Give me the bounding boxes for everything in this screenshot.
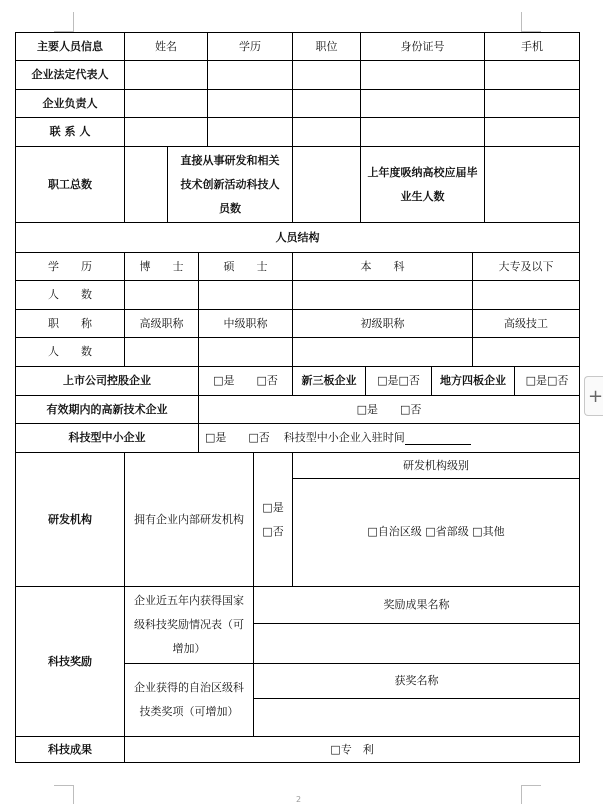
technician-count-field[interactable]	[473, 338, 579, 366]
principal-position-field[interactable]	[293, 90, 360, 117]
job-title-label: 职 称	[48, 316, 92, 330]
principal-education-field[interactable]	[208, 90, 292, 117]
education-label: 学 历	[48, 259, 92, 273]
title-senior-technician: 高级技工	[504, 316, 548, 330]
neeq-checkboxes[interactable]: □是□否	[377, 374, 420, 387]
listed-holding-label: 上市公司控股企业	[63, 374, 151, 387]
tech-sme-checkboxes[interactable]: □是 □否	[205, 431, 270, 444]
rd-level-checkboxes[interactable]: □自治区级 □省部级 □其他	[367, 525, 505, 538]
contact-id-field[interactable]	[361, 118, 484, 146]
row-label-principal: 企业负责人	[42, 96, 98, 110]
add-button[interactable]	[584, 376, 603, 416]
personnel-structure-title: 人员结构	[275, 230, 320, 244]
total-staff-field[interactable]	[125, 147, 167, 222]
principal-mobile-field[interactable]	[485, 90, 579, 117]
graduates-field[interactable]	[485, 147, 579, 222]
tech-awards-label: 科技奖励	[48, 654, 92, 668]
rd-staff-label: 直接从事研发和相关技术创新活动科技人员数	[180, 153, 280, 215]
title-senior: 高级职称	[139, 316, 184, 330]
contact-mobile-field[interactable]	[485, 118, 579, 146]
entry-time-label: 科技型中小企业入驻时间	[283, 431, 405, 444]
title-intermediate: 中级职称	[223, 316, 268, 330]
contact-education-field[interactable]	[208, 118, 292, 146]
crop-mark	[521, 785, 541, 786]
award-name-header: 获奖名称	[394, 674, 439, 687]
patent-checkbox[interactable]: □专 利	[330, 742, 374, 756]
legal-rep-name-field[interactable]	[125, 61, 207, 89]
hightech-label: 有效期内的高新技术企业	[46, 402, 168, 416]
legal-rep-mobile-field[interactable]	[485, 61, 579, 89]
crop-mark	[54, 785, 74, 786]
plus-icon: +	[587, 385, 603, 407]
award-result-name-header: 奖励成果名称	[383, 598, 450, 611]
intermediate-count-field[interactable]	[199, 338, 292, 366]
phd-count-field[interactable]	[125, 281, 198, 309]
neeq-label: 新三板企业	[301, 374, 357, 387]
entry-time-field[interactable]	[405, 432, 471, 445]
page-number: 2	[296, 795, 302, 804]
tech-sme-row	[198, 423, 580, 453]
header-main-personnel: 主要人员信息	[37, 39, 103, 53]
title-count-label: 人 数	[48, 345, 92, 358]
header-id-number: 身份证号	[400, 39, 445, 53]
tech-results-label: 科技成果	[48, 742, 92, 756]
rd-institution-label: 研发机构	[48, 512, 92, 526]
rd-level-label: 研发机构级别	[403, 458, 469, 472]
edu-phd: 博 士	[139, 259, 184, 273]
total-staff-label: 职工总数	[48, 177, 92, 191]
contact-name-field[interactable]	[125, 118, 207, 146]
rd-yes-checkbox[interactable]: □是	[262, 500, 284, 514]
edu-count-label: 人 数	[48, 288, 92, 301]
row-label-contact: 联 系 人	[49, 125, 91, 138]
row-label-legal-rep: 企业法定代表人	[31, 68, 109, 81]
award-result-name-field[interactable]	[254, 624, 579, 663]
title-junior: 初级职称	[360, 316, 405, 330]
principal-id-field[interactable]	[361, 90, 484, 117]
regional-awards-desc: 企业获得的自治区级科技类奖项（可增加）	[134, 681, 244, 718]
hightech-checkboxes[interactable]: □是 □否	[356, 402, 422, 416]
tech-sme-label: 科技型中小企业	[68, 431, 146, 444]
regional-board-label: 地方四板企业	[440, 374, 506, 387]
edu-college-below: 大专及以下	[498, 259, 554, 273]
legal-rep-id-field[interactable]	[361, 61, 484, 89]
has-internal-rd-label: 拥有企业内部研发机构	[134, 512, 244, 526]
senior-count-field[interactable]	[125, 338, 198, 366]
principal-name-field[interactable]	[125, 90, 207, 117]
header-name: 姓名	[155, 39, 177, 53]
award-name-field[interactable]	[254, 699, 579, 736]
crop-mark	[521, 785, 522, 804]
contact-position-field[interactable]	[293, 118, 360, 146]
header-position: 职位	[315, 39, 338, 53]
rd-staff-field[interactable]	[293, 147, 360, 222]
crop-mark	[521, 12, 522, 31]
legal-rep-position-field[interactable]	[293, 61, 360, 89]
edu-bachelor: 本 科	[360, 259, 405, 273]
header-mobile: 手机	[521, 39, 543, 53]
header-education: 学历	[239, 39, 261, 53]
graduates-label: 上年度吸纳高校应届毕业生人数	[367, 165, 478, 203]
has-internal-rd-options	[253, 452, 293, 587]
bachelor-count-field[interactable]	[293, 281, 472, 309]
master-count-field[interactable]	[199, 281, 292, 309]
junior-count-field[interactable]	[293, 338, 472, 366]
crop-mark	[73, 785, 74, 804]
rd-no-checkbox[interactable]: □否	[262, 524, 284, 538]
crop-mark	[73, 12, 74, 31]
legal-rep-education-field[interactable]	[208, 61, 292, 89]
college-count-field[interactable]	[473, 281, 579, 309]
listed-holding-checkboxes[interactable]: □是 □否	[213, 374, 278, 387]
regional-board-checkboxes[interactable]: □是□否	[525, 374, 569, 387]
edu-master: 硕 士	[223, 259, 268, 273]
national-awards-desc: 企业近五年内获得国家级科技奖励情况表（可增加）	[134, 594, 244, 655]
